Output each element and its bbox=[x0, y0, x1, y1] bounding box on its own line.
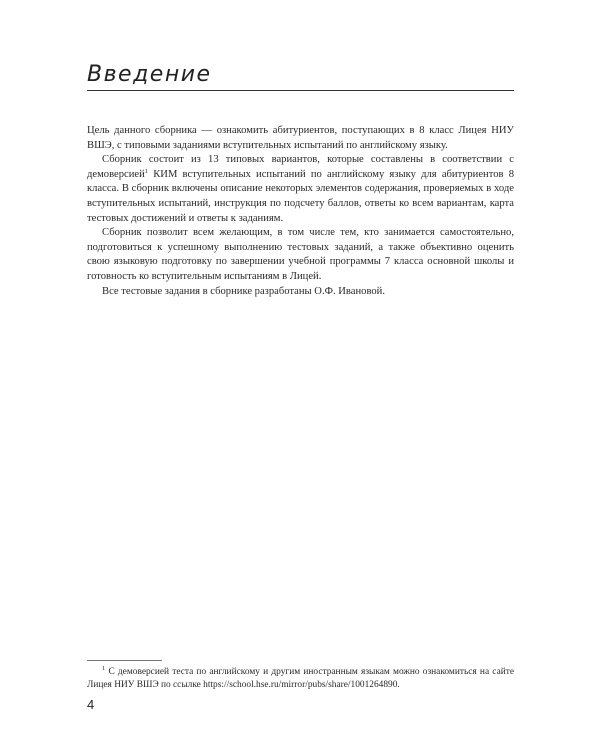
footnote-marker: 1 bbox=[102, 665, 106, 672]
title-underline bbox=[87, 90, 514, 91]
footnote-reference[interactable]: 1 bbox=[144, 167, 149, 175]
paragraph-purpose: Цель данного сборника — ознакомить абитуриентов, поступающих в 8 класс Лицея НИУ ВШЭ, с типовыми заданиями вступительных испытаний по английскому языку. bbox=[87, 125, 514, 151]
footnote bbox=[87, 666, 514, 691]
paragraph-contents-end: КИМ вступительных испытаний по английскому языку для абитуриентов 8 класса. В сборник включены описание некоторых элементов содержания, проверяемых в ходе вступительных испытаний, инструкция по подсчету баллов, ответы ко всем вариантам, карта тестовых достижений и ответы к заданиям. bbox=[87, 168, 514, 224]
paragraph-contents bbox=[87, 153, 514, 226]
body-text bbox=[87, 124, 514, 299]
paragraph-author: Все тестовые задания в сборнике разработаны О.Ф. Ивановой. bbox=[102, 285, 385, 297]
page-number: 4 bbox=[87, 697, 95, 712]
footnote-separator bbox=[87, 660, 162, 661]
paragraph-contents-start: Сборник состоит из 13 типовых вариантов, которые составлены в соответствии с демоверсией bbox=[87, 154, 514, 180]
section-title: Введение bbox=[87, 62, 212, 87]
paragraph-benefits: Сборник позволит всем желающим, в том числе тем, кто занимается самостоятельно, подготовиться к успешному выполнению тестовых заданий, а также объективно оценить свою языковую подготовку по завершении учебной программы 7 класса основной школы и готовность ко вступительным испытаниям в Лицей. bbox=[87, 227, 514, 282]
footnote-text: С демоверсией теста по английскому и другим иностранным языкам можно ознакомиться на сайте Лицея НИУ ВШЭ по ссылке https://school.hse.ru/mirror/pubs/share/1001264890. bbox=[87, 667, 515, 690]
